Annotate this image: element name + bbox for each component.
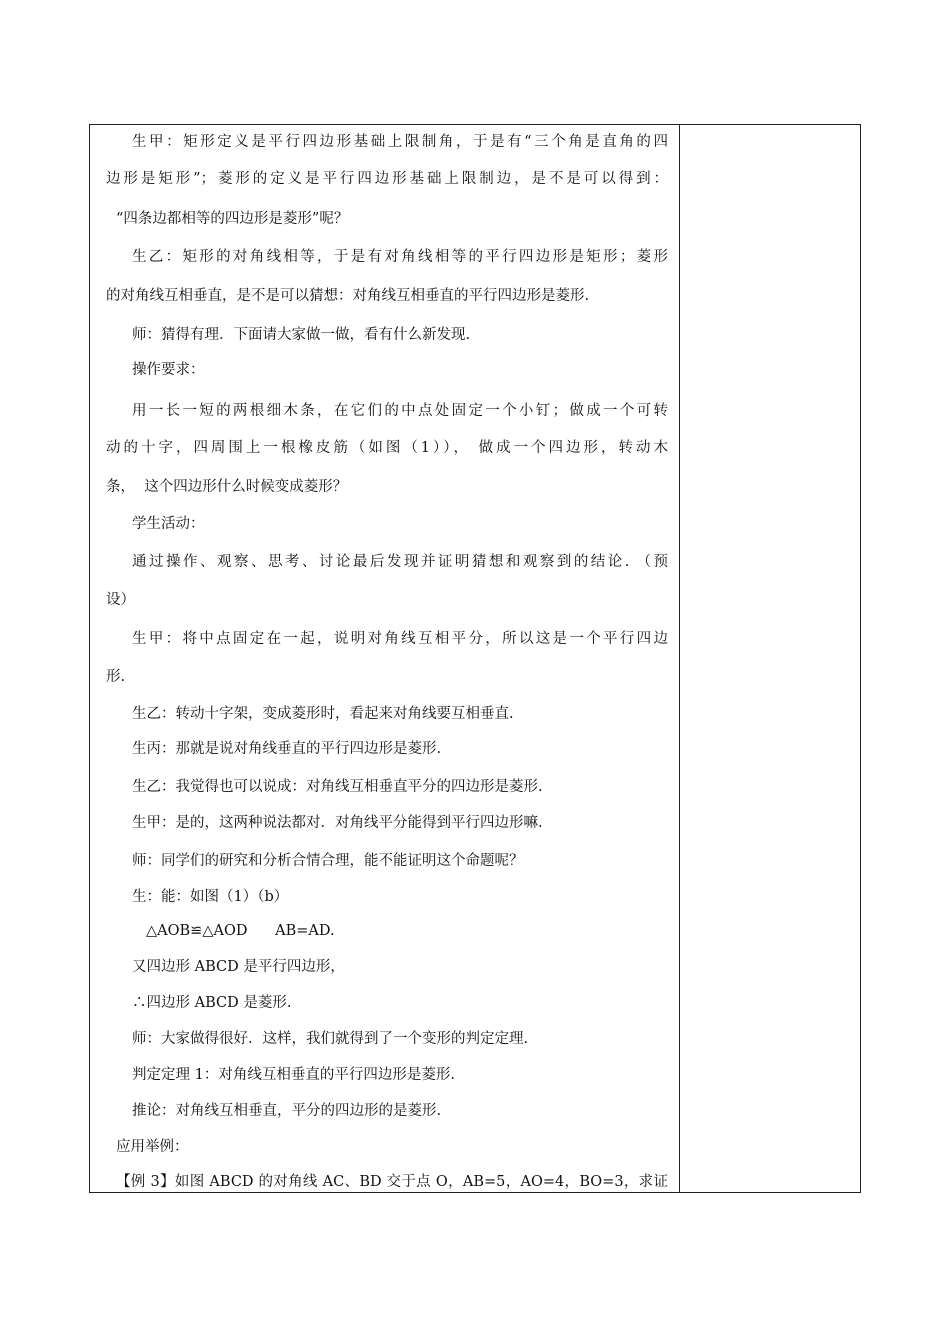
- paragraph-line: 用一长一短的两根细木条，在它们的中点处固定一个小钉；做成一个可转: [132, 403, 668, 419]
- paragraph-line: 操作要求：: [132, 362, 205, 378]
- paragraph-line: 判定定理 1：对角线互相垂直的平行四边形是菱形.: [132, 1067, 455, 1083]
- paragraph-line: 动的十字，四周围上一根橡皮筋（如图（1））， 做成一个四边形，转动木: [106, 440, 668, 456]
- paragraph-line: 生乙：转动十字架，变成菱形时，看起来对角线要互相垂直.: [132, 706, 514, 722]
- paragraph-line: 设）: [106, 592, 135, 608]
- section-heading: 应用举例：: [116, 1139, 189, 1155]
- main-content-cell: [90, 125, 679, 1192]
- paragraph-line: 又四边形 ABCD 是平行四边形，: [132, 959, 345, 975]
- column-divider: [679, 125, 680, 1192]
- paragraph-line: 通过操作、观察、思考、讨论最后发现并证明猜想和观察到的结论. （预: [132, 554, 668, 570]
- paragraph-line: 生甲：矩形定义是平行四边形基础上限制角，于是有“三个角是直角的四: [132, 134, 668, 150]
- lesson-table: [89, 124, 861, 1193]
- paragraph-line: “四条边都相等的四边形是菱形”呢？: [116, 211, 349, 227]
- paragraph-line: 生甲：是的，这两种说法都对．对角线平分能得到平行四边形嘛.: [132, 815, 543, 831]
- paragraph-line: 推论：对角线互相垂直，平分的四边形的是菱形.: [132, 1103, 442, 1119]
- paragraph-line: 师：同学们的研究和分析合情合理，能不能证明这个命题呢？: [132, 853, 524, 869]
- example-line: 【例 3】如图 ABCD 的对角线 AC、BD 交于点 O，AB=5，AO=4，BO=3，求证: [116, 1174, 668, 1190]
- paragraph-line: 生乙：我觉得也可以说成：对角线互相垂直平分的四边形是菱形.: [132, 779, 543, 795]
- paragraph-line: 生：能：如图（1）（b）: [132, 889, 289, 905]
- paragraph-line: 学生活动：: [132, 516, 205, 532]
- paragraph-line: 边形是矩形”；菱形的定义是平行四边形基础上限制边，是不是可以得到：: [106, 171, 668, 187]
- paragraph-line: 生乙：矩形的对角线相等，于是有对角线相等的平行四边形是矩形；菱形: [132, 249, 668, 265]
- paragraph-line: ∴四边形 ABCD 是菱形.: [132, 995, 292, 1011]
- paragraph-line: 的对角线互相垂直，是不是可以猜想：对角线互相垂直的平行四边形是菱形.: [106, 288, 590, 304]
- paragraph-line: 形.: [106, 669, 126, 685]
- paragraph-line: 师：大家做得很好．这样，我们就得到了一个变形的判定定理.: [132, 1031, 529, 1047]
- proof-line: △AOB≌△AOD AB=AD.: [146, 923, 335, 939]
- paragraph-line: 师：猜得有理．下面请大家做一做，看有什么新发现.: [132, 327, 471, 343]
- paragraph-line: 生丙：那就是说对角线垂直的平行四边形是菱形.: [132, 741, 442, 757]
- paragraph-line: 条， 这个四边形什么时候变成菱形？: [106, 479, 348, 495]
- paragraph-line: 生甲：将中点固定在一起，说明对角线互相平分，所以这是一个平行四边: [132, 631, 668, 647]
